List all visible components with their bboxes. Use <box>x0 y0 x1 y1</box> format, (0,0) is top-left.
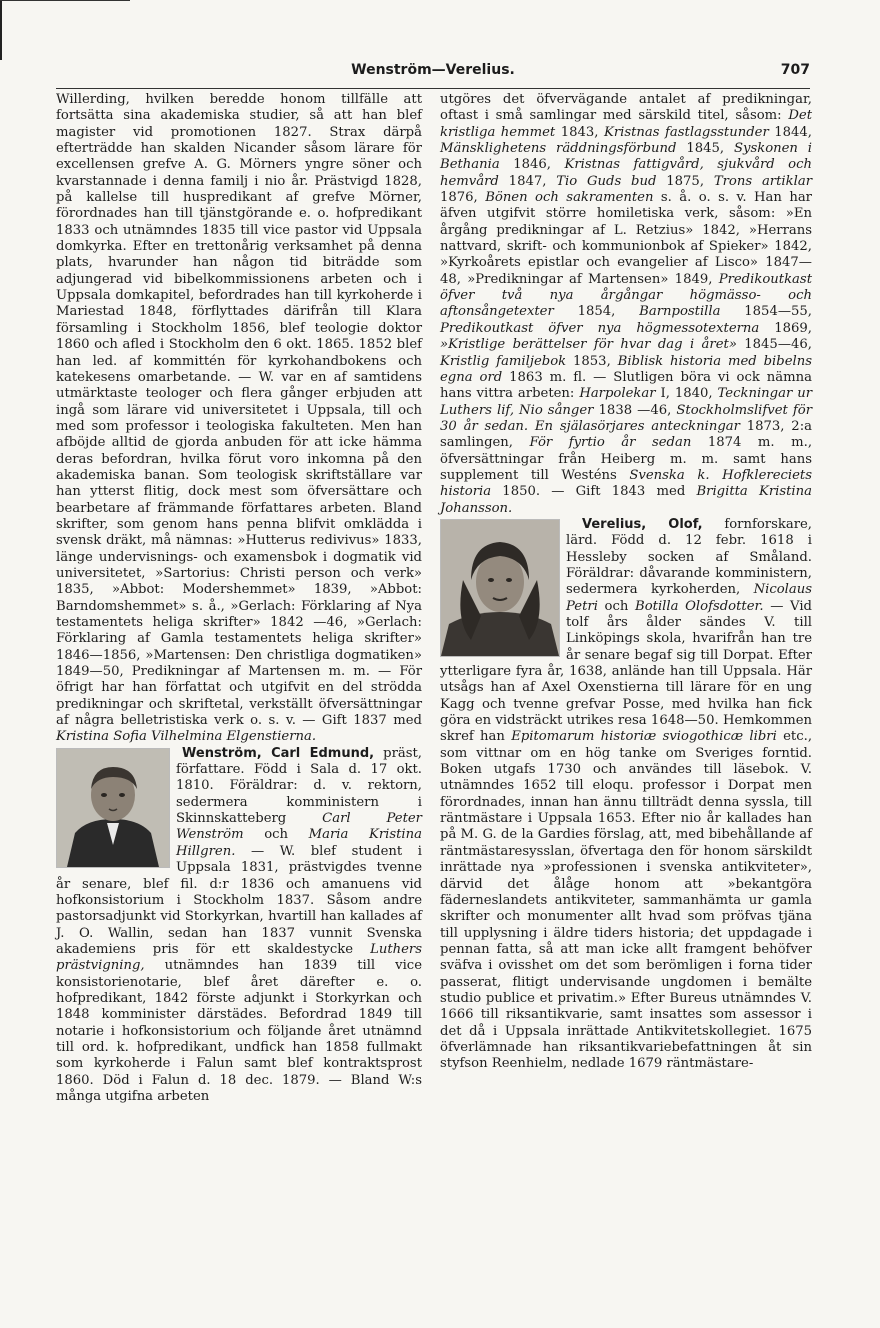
left-column <box>56 92 422 1105</box>
work-title: Svenska k. Hofklereciets historia <box>440 467 813 500</box>
page-title: Wenström—Verelius. <box>351 62 515 78</box>
text-span: 1869, <box>759 320 812 336</box>
work-title: Stockholmslifvet för 30 år sedan. En själasörjares anteckningar <box>440 402 812 434</box>
work-title: Bönen och sakramenten <box>485 190 654 206</box>
text-span: 1875, <box>656 173 714 189</box>
work-title: Teckningar ur Luthers lif, Nio sånger <box>440 386 813 418</box>
scan-edge-line <box>0 0 130 1</box>
work-title: Syskonen i Bethania <box>440 141 813 173</box>
text-span: etc., som vittnar om en hög tanke om Sveriges forntid. Boken utgafs 1730 och användes till läsebok. V. utnämndes 1652 till eloqu. professor i Dorpat men förordnades, innan han ännu tillträdt denna syssla, till räntmästare i Uppsala 1653. Efter nio år kallades han på M. G. de la Gardies förslag, att, med bibehållande af räntmästaresysslan, öfvertaga den för honom särskildt inrättade nya »professionen i svenska antikviteter», därvid det ålåge honom att »bekantgöra fäderneslandets antikviteter, sammanhämta ur gamla skrifter och monumenter allt hvad som pröfvas tjäna till upplysning i äldre tiders historia; det uppdagade i pennan fatta, så att man icke allt framgent behöfver sväfva i ovisshet om det som berömligen i forna tider passerat, flitigt undervisande ungdomen i bemälte studio publice et privatim.» Efter Bureus utnämndes V. 1666 till riksantikvarie, samt insattes som assessor i det då i Uppsala inrättade Antikvitetskollegiet. 1675 öfverlämnade han riksantikvariebefattningen åt sin styfson Reenhielm, nedlade 1679 räntmästare- <box>440 729 813 1072</box>
page-header <box>56 62 810 84</box>
text-span: — W. blef student i Uppsala 1831, prästvigdes tvenne år senare, blef fil. d:r 1836 och amanuens vid hofkonsistorium i Stockholm 1837. Såsom andre pastorsadjunkt vid Storkyrkan, hvartill han kallades af J. O. Wallin, sedan han 1837 vunnit Svenska akademiens pris för ett skaldestycke <box>56 843 422 957</box>
entry-verelius <box>440 517 812 1073</box>
work-title: Epitomarum historiæ sviogothicæ libri <box>511 729 777 745</box>
mother-name: Botilla Olofsdotter. <box>635 598 764 614</box>
father-name: Nicolaus Petri <box>566 582 812 614</box>
text-span: 1838 —46, <box>593 402 677 418</box>
page-number: 707 <box>780 62 810 78</box>
work-title: Luthers prästvigning, <box>56 941 422 974</box>
text-span: utnämndes han 1839 till vice konsistorienotarie, blef året därefter e. o. hofpredikant, 1842 förste adjunkt i Storkyrkan och 1848 komminister därstädes. Befordrad 1849 till notarie i hofkonsistorium och följande året utnämnd till ord. k. hofpredikant, undfick han 1858 fullmakt som kyrkoherde i Falun samt blef kontraktsprost 1860. Död i Falun d. 18 dec. 1879. — Bland W:s många utgifna arbeten <box>56 958 422 1104</box>
text-span: utgöres det öfvervägande antalet af predikningar, oftast i små samlingar med särskild titel, såsom: <box>440 92 812 124</box>
work-title: Kristlig familjebok <box>440 353 567 369</box>
portrait-wenstrom-image <box>56 748 170 868</box>
work-title: Harpolekar <box>579 386 656 402</box>
entry-wenstrom <box>56 746 422 1106</box>
text-span: 1853, <box>566 353 618 369</box>
text-span: 1850. — Gift 1843 med <box>491 484 697 500</box>
text-span: I, 1840, <box>655 386 718 402</box>
entry-headword: Wenström, Carl Edmund, <box>182 745 375 761</box>
text-span: fornforskare, lärd. Född d. 12 febr. 1618 i Hessleby socken af Småland. Föräldrar: dåvarande komministern, sedermera kyrkoherden, <box>566 516 812 598</box>
wenstrom-works <box>440 92 812 517</box>
text-span: — Vid tolf års ålder sändes V. till Linköpings skola, hvarifrån han tre år senare begaf sig till Dorpat. Efter ytterligare fyra år, 1638, anlände han till Uppsala. Här utsågs han af Axel Oxenstierna till lärare för en ung Kagg och tvenne grefvar Posse, med hvilka han fick göra en vidsträckt utrikes resa 1648—50. Hemkommen skref han <box>440 598 812 745</box>
work-title: Predikoutkast öfver två nya årgångar högmässo- och aftonsångetexter <box>440 271 812 320</box>
spouse-name: Brigitta Kristina Johansson. <box>440 484 812 516</box>
text-span: 1854—55, <box>720 304 813 320</box>
mother-name: Maria Kristina Hillgren. <box>176 827 422 859</box>
work-title: För fyrtio år sedan <box>529 435 692 451</box>
right-column <box>440 92 812 1073</box>
text-span: 1846, <box>499 157 565 173</box>
text-span: 1876, <box>440 190 486 206</box>
text-span: och <box>243 827 309 843</box>
scan-edge-mark <box>0 0 2 60</box>
text-span: 1844, <box>768 124 812 140</box>
work-title: Kristnas fattigvård, sjukvård och hemvård <box>440 157 813 189</box>
work-title: Tio Guds bud <box>556 173 657 189</box>
text-span: 1843, <box>555 124 604 140</box>
father-name: Carl Peter Wenström <box>176 811 422 843</box>
entry-headword: Verelius, Olof, <box>582 516 703 532</box>
work-title: Kristnas fastlagsstunder <box>603 124 769 140</box>
text-span: 1863 m. fl. — Slutligen böra vi ock nämna hans vittra arbeten: <box>440 369 812 402</box>
work-title: Mänsklighetens räddningsförbund <box>440 141 677 157</box>
spouse-name: Kristina Sofia Vilhelmina Elgenstierna. <box>56 729 317 745</box>
header-rule <box>56 88 810 89</box>
text-span: och <box>597 598 636 614</box>
text-span: 1847, <box>498 173 557 189</box>
portrait-verelius-image <box>440 519 560 657</box>
text-span: 1874 m. m., öfversättningar från Heiberg m. m. samt hans supplement till Westéns <box>440 435 813 483</box>
text-span: 1854, <box>553 304 640 320</box>
work-title: Biblisk historia med bibelns egna ord <box>440 353 812 385</box>
text-span: 1845—46, <box>736 337 812 353</box>
work-title: Trons artiklar <box>713 173 812 189</box>
text-span: präst, författare. Född i Sala d. 17 okt. 1810. Föräldrar: d. v. rektorn, sedermera komministern i Skinnskatteberg <box>176 745 422 827</box>
work-title: Predikoutkast öfver nya högmessotexterna <box>440 320 760 336</box>
text-span: Willerding, hvilken beredde honom tillfälle att fortsätta sina akademiska studier, så att han blef magister vid promotionen 1827. Strax därpå efterträdde han skalden Nicander såsom lärare för excellensen grefve A. G. Mörners yngre söner och kvarstannade i denna familj i nio år. Prästvigd 1828, på kallelse till huspredikant af grefve Mörner, förordnades han till tjänstgörande e. o. hofpredikant 1833 och utnämndes 1835 till vice pastor vid Uppsala domkyrka. Efter en trettonårig verksamhet på denna plats, hvarunder han någon tid biträdde som adjungerad vid bibelkommissionens arbeten och i Uppsala domkapitel, befordrades han till kyrkoherde i Mariestad 1848, förflyttades därifrån till Klara församling i Stockholm 1856, blef teologie doktor 1860 och afled i Stockholm den 6 okt. 1865. 1852 blef han led. af kommittén för kyrkohandbokens och katekesens omarbetande. — W. var en af samtidens utmärktaste teologer och flera gånger erbjuden att ingå som lärare vid universitetet i Uppsala, till och med som professor i teologiska fakulteten. Men han afböjde alltid de gjorda anbuden för att icke hämma deras befordran, hvilka förut voro inkomna på den akademiska banan. Som teologisk skriftställare var han ytterst flitig, dock mest som öfversättare och bearbetare af främmande författares arbeten. Bland skrifter, som genom hans penna blifvit omklädda i svensk dräkt, må nämnas: »Hutterus redivivus» 1833, länge undervisnings- och examensbok i dogmatik vid universitetet, »Sartorius: Christi person och verk» 1835, »Abbot: Modershemmet» 1839, »Abbot: Barndomshemmet» s. å., »Gerlach: Förklaring af Nya testamentets heliga skrifter» 1842 —46, »Gerlach: Förklaring af Gamla testamentets heliga skrifter» 1846—1856, »Martensen: Den christliga dogmatiken» 1849—50, Predikningar af Martensen m. m. — För öfrigt har han författat och utgifvit en del strödda predikningar och skriftetal, verkställt öfversättningar af några belletristiska verk o. s. v. — Gift 1837 med <box>56 92 422 729</box>
work-title: Det kristliga hemmet <box>440 108 812 140</box>
text-span: s. å. o. s. v. Han har äfven utgifvit större homiletiska verk, såsom: »En årgång predikningar af L. Retzius» 1842, »Herrans nattvard, skrift- och kommunionbok af Spieker» 1842, »Kyrkoårets epistlar och evangelier af Lisco» 1847—48, »Predikningar af Martensen» 1849, <box>440 190 812 287</box>
work-title: Barnpostilla <box>639 304 721 320</box>
work-title: »Kristlige berättelser för hvar dag i året» <box>440 337 737 353</box>
text-span: 1873, 2:a samlingen, <box>440 418 812 451</box>
wenstrom-continuation <box>56 92 422 746</box>
text-span: 1845, <box>676 141 734 157</box>
